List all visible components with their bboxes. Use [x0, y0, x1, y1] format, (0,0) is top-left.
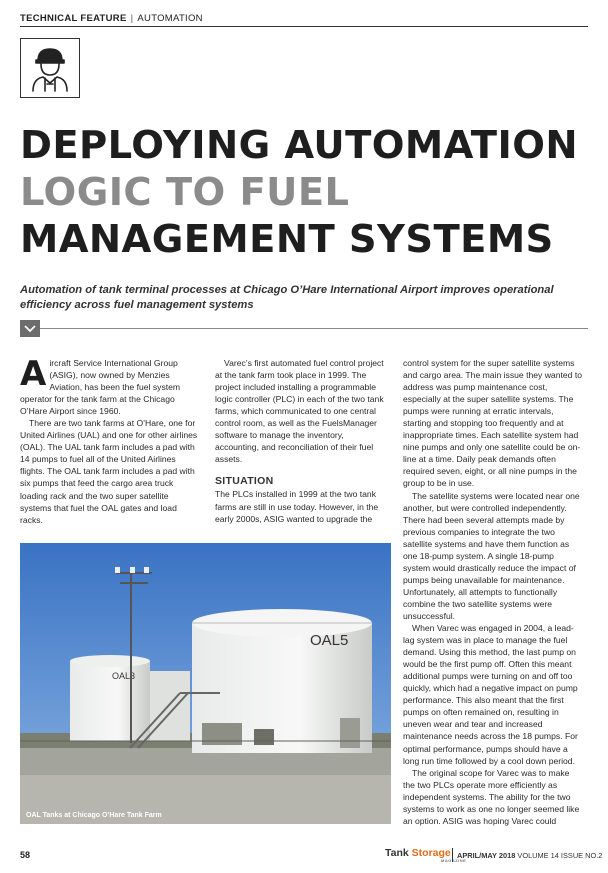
column-1 — [20, 354, 198, 526]
title-line-2: LOGIC TO FUEL — [20, 170, 350, 215]
article-title — [20, 122, 578, 263]
logo-word-tank: Tank — [385, 847, 412, 859]
magazine-logo — [385, 847, 467, 863]
page-footer — [0, 846, 608, 873]
chevron-box — [20, 320, 40, 337]
subsection-label: AUTOMATION — [137, 13, 203, 24]
issue-volume: VOLUME 14 ISSUE NO.2 — [515, 851, 603, 860]
paragraph: The satellite systems were located near one another, but were controlled independently. There had been several attempts made by previous companies to integrate the two satellite systems and have them function as one 18-pump system. A single 18-pump system would drastically reduce the impact of pumps being unavailable for maintenance. Unfortunately, all attempts to functionally combine the two satellite systems were unsuccessful. — [403, 490, 580, 621]
header-rule — [20, 26, 588, 27]
header-separator: | — [130, 13, 134, 24]
section-header — [20, 13, 203, 24]
drop-cap: A — [20, 354, 47, 394]
issue-date: APRIL/MAY 2018 — [457, 851, 516, 860]
title-line-1: DEPLOYING AUTOMATION — [20, 123, 578, 168]
logo-word-storage: Storage — [411, 847, 451, 859]
tank-farm-illustration — [20, 543, 391, 824]
paragraph: When Varec was engaged in 2004, a lead-lag system was in place to manage the fuel demand. Using this method, the last pump on would be the first pump off. Often this meant additional pumps were turning on and off too quickly, which had a negative impact on pump performance. This also meant that the first pumps on often remained on, resulting in uneven wear and tear and increased maintenance needs across the 18 pumps. For optimal performance, pumps should have a long run time followed by a cool down period. — [403, 623, 578, 766]
standfirst-rule — [40, 328, 588, 329]
chevron-down-icon — [20, 320, 40, 337]
paragraph: Varec’s first automated fuel control project at the tank farm took place in 1999. The project included installing a programmable logic controller (PLC) in each of the two tank farms, which communicated to one central control room, as well as the FuelsManager software to manage the inventory, accounting, and reconciliation of their fuel assets. — [215, 358, 384, 465]
photo-caption: OAL Tanks at Chicago O’Hare Tank Farm — [26, 812, 162, 819]
column-2 — [215, 357, 390, 525]
column-3 — [403, 357, 583, 827]
tank-big-label: OAL5 — [310, 632, 349, 649]
tank-small-label: OAL3 — [112, 671, 136, 681]
section-heading-situation: SITUATION — [215, 475, 274, 488]
issue-info — [457, 851, 602, 860]
section-label: TECHNICAL FEATURE — [20, 13, 127, 24]
standfirst: Automation of tank terminal processes at Chicago O’Hare International Airport improves operational efficiency across fuel management systems — [20, 284, 554, 311]
paragraph: There are two tank farms at O’Hare, one for United Airlines (UAL) and one for other airlines (OAL). The UAL tank farm includes a pad with 14 pumps to fuel all of the United Airlines flights. The OAL tank farm includes a pad with six pumps that feed the cargo area truck loading rack and the two super satellite systems that fuel the OAL gates and load racks. — [20, 418, 198, 525]
intro-text: ircraft Service International Group (ASIG), now owned by Menzies Aviation, has been the fuel system operator for the tank farm at the Chicago O’Hare Airport since 1960. — [20, 358, 181, 417]
logo-word-magazine: MAGAZINE — [441, 858, 467, 863]
footer-separator — [452, 848, 453, 862]
paragraph: control system for the super satellite systems and cargo area. The main issue they wanted to address was pump maintenance cost, especially at the super satellite systems. The pumps were running at erratic intervals, starting and stopping too frequently and at inappropriate times. Each satellite system had nine pumps and only one satellite could be on-line at a time. Daily peak demands often required seven, eight, or all nine pumps in the group to be in use. — [403, 358, 582, 489]
intro-paragraph — [20, 354, 198, 417]
paragraph: The PLCs installed in 1999 at the two tank farms are still in use today. However, in the early 2000s, ASIG wanted to upgrade the — [215, 489, 379, 524]
hard-hat-worker-icon — [21, 39, 79, 97]
worker-icon-box — [20, 38, 80, 98]
paragraph: The original scope for Varec was to make the two PLCs operate more efficiently as independent systems. The ability for the two systems to work as one no longer seemed like an option. ASIG was hoping Varec could — [403, 767, 580, 826]
tank-farm-photo — [20, 543, 391, 824]
page-number: 58 — [20, 850, 31, 860]
title-line-3: MANAGEMENT SYSTEMS — [20, 217, 554, 262]
